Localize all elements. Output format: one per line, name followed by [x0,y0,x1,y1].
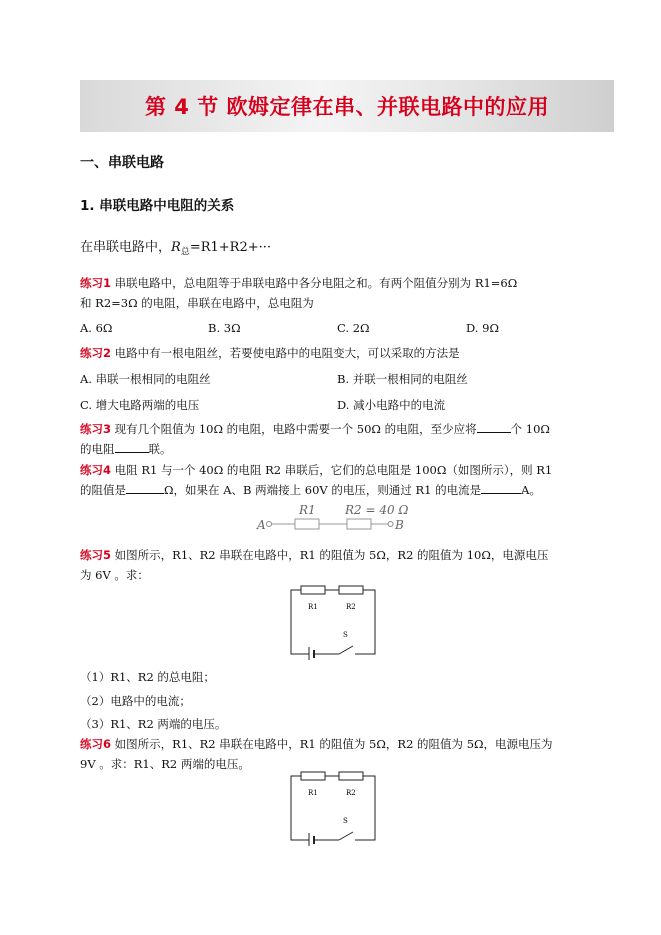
circuit-loop [291,776,375,840]
ex1-option-d: D. 9Ω [466,321,499,335]
label-r2: R2 [346,603,356,611]
exercise-tag: 练习4 [80,463,112,477]
resistor-r1 [295,519,319,529]
battery-gap [305,832,319,846]
ex1-option-c: C. 2Ω [337,321,370,335]
exercise-4: 练习4 电阻 R1 与一个 40Ω 的电阻 R2 串联后，它们的总电阻是 100Ω（如图所示），则 R1 的阻值是 Ω，如果在 A、B 两端接上 60V 的电压，则通过 R1 的电流是 A。 [80,463,553,497]
exercise-tag: 练习2 [80,346,112,360]
ex2-option-b: B. 并联一根相同的电阻丝 [337,372,468,386]
section-heading-series: 一、串联电路 [80,155,164,171]
terminal-b [388,522,393,527]
resistor-r1 [301,772,325,780]
label-a: A [257,518,266,532]
resistor-r2 [339,586,363,594]
ex6-circuit-diagram [283,770,383,846]
exercise-5: 练习5 如图所示，R1、R2 串联在电路中，R1 的阻值为 5Ω，R2 的阻值为 10Ω，电源电压 为 6V 。求： [80,548,549,582]
answer-blank[interactable] [481,481,521,494]
ex5-circuit-diagram [283,584,383,660]
label-s: S [343,817,348,825]
ex5-question-3: （3）R1、R2 两端的电压。 [80,717,227,731]
resistor-r2 [347,519,371,529]
exercise-tag: 练习1 [80,276,112,290]
ex5-question-2: （2）电路中的电流； [80,694,191,708]
exercise-3: 练习3 现有几个阻值为 10Ω 的电阻，电路中需要一个 50Ω 的电阻，至少应将 个 10Ω 的电阻 联。 [80,422,550,456]
answer-blank[interactable] [126,481,164,494]
exercise-6: 练习6 如图所示，R1、R2 串联在电路中，R1 的阻值为 5Ω，R2 的阻值为 5Ω，电源电压为 9V 。求：R1、R2 两端的电压。 [80,737,553,771]
ex2-option-a: A. 串联一根相同的电阻丝 [80,372,211,386]
ex2-option-d: D. 减小电路中的电流 [337,398,446,412]
exercise-2: 练习2 电路中有一根电阻丝，若要使电路中的电阻变大，可以采取的方法是 [80,346,460,360]
exercise-tag: 练习5 [80,548,112,562]
label-b: B [395,518,404,532]
label-r2: R2 [346,789,356,797]
label-r1: R1 [308,789,318,797]
series-formula: 在串联电路中，$R_总=R1+R2+\cdot\cdot\cdot$ [80,240,272,258]
answer-blank[interactable] [115,440,149,453]
ex2-option-c: C. 增大电路两端的电压 [80,398,200,412]
subsection-heading-resistance: 1. 串联电路中电阻的关系 [80,198,235,214]
exercise-tag: 练习3 [80,422,112,436]
page-title: 第 4 节 欧姆定律在串、并联电路中的应用 [144,95,550,119]
resistor-r1 [301,586,325,594]
label-r1: R1 [308,603,318,611]
ex5-question-1: （1）R1、R2 的总电阻； [80,670,215,684]
label-s: S [343,631,348,639]
label-r2: R2 = 40 Ω [345,503,409,517]
terminal-a [267,522,272,527]
circuit-loop [291,590,375,654]
battery-gap [305,646,319,660]
exercise-tag: 练习6 [80,737,112,751]
title-banner [80,80,614,132]
ex1-option-b: B. 3Ω [208,321,241,335]
answer-blank[interactable] [477,420,511,433]
exercise-1: 练习1 串联电路中，总电阻等于串联电路中各分电阻之和。有两个阻值分别为 R1=6Ω 和 R2=3Ω 的电阻，串联在电路中，总电阻为 [80,276,518,310]
ex1-option-a: A. 6Ω [80,321,113,335]
resistor-r2 [339,772,363,780]
ex4-resistor-figure [255,500,415,534]
label-r1: R1 [299,503,316,517]
